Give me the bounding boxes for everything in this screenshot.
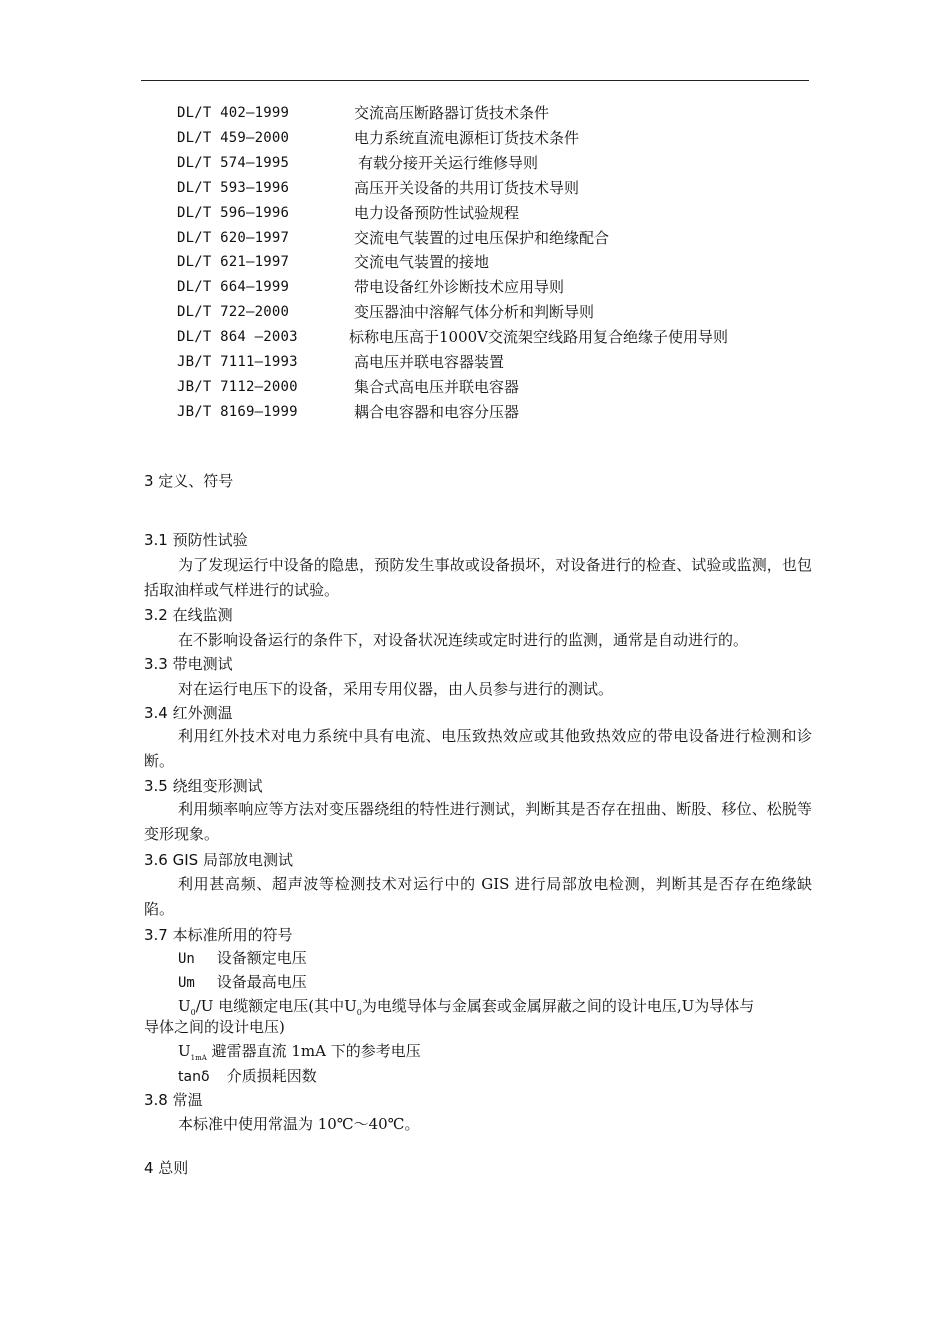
symbol-um-code: Um [178, 975, 195, 991]
symbol-um [178, 972, 307, 993]
reference-title: 变压器油中溶解气体分析和判断导则 [354, 303, 595, 322]
reference-title: 交流电气装置的过电压保护和绝缘配合 [354, 228, 610, 247]
symbol-u0u-u: U [178, 997, 191, 1015]
symbol-u0u-sub2: 0 [356, 1008, 362, 1017]
reference-code: DL/T 459—2000 [177, 129, 290, 146]
symbol-u0u-mid: /U 电缆额定电压(其中U [195, 997, 357, 1015]
section-3-6-title: 3.6 GIS 局部放电测试 [144, 851, 293, 869]
section-3-heading: 3 定义、符号 [144, 472, 234, 490]
reference-title: 高电压并联电容器装置 [354, 353, 505, 371]
section-3-2-text: 在不影响设备运行的条件下，对设备状况连续或定时进行的监测，通常是自动进行的。 [178, 631, 749, 649]
reference-title: 耦合电容器和电容分压器 [354, 402, 520, 421]
section-3-3-title: 3.3 带电测试 [144, 655, 233, 673]
reference-code: DL/T 402—1999 [177, 105, 290, 121]
section-3-4-text: 利用红外技术对电力系统中具有电流、电压致热效应或其他致热效应的带电设备进行检测和诊断。 [144, 727, 812, 770]
symbol-un-code: Un [178, 951, 195, 967]
reference-title: 电力系统直流电源柜订货技术条件 [354, 128, 580, 147]
section-3-1-title: 3.1 预防性试验 [144, 531, 248, 549]
section-3-5-title: 3.5 绕组变形测试 [144, 777, 263, 795]
section-3-2-title: 3.2 在线监测 [144, 606, 233, 624]
reference-code: DL/T 620—1997 [177, 229, 290, 246]
symbol-um-desc: 设备最高电压 [216, 973, 307, 991]
reference-title: 电力设备预防性试验规程 [354, 203, 520, 222]
symbol-u1ma-desc: 避雷器直流 1mA 下的参考电压 [211, 1042, 421, 1060]
symbol-un-desc: 设备额定电压 [216, 949, 307, 967]
symbol-u1ma-u: U [178, 1042, 191, 1060]
reference-code: JB/T 7112—2000 [177, 378, 298, 395]
reference-title: 标称电压高于1000V交流架空线路用复合绝缘子使用导则 [349, 328, 729, 347]
reference-code: DL/T 722—2000 [177, 304, 290, 321]
reference-title: 集合式高电压并联电容器 [354, 377, 520, 396]
reference-code: JB/T 7111—1993 [177, 354, 298, 370]
reference-code: DL/T 593—1996 [177, 179, 290, 196]
symbol-u0u-desc: 为电缆导体与金属套或金属屏蔽之间的设计电压,U为导体与 [361, 997, 755, 1015]
reference-code: DL/T 664—1999 [177, 279, 290, 296]
section-3-3-text: 对在运行电压下的设备，采用专用仪器，由人员参与进行的测试。 [178, 680, 614, 698]
symbol-u0u-sub: 0 [190, 1008, 196, 1017]
reference-title: 有载分接开关运行维修导则 [358, 153, 539, 172]
section-3-6-text: 利用甚高频、超声波等检测技术对运行中的 GIS 进行局部放电检测，判断其是否存在绝缘缺陷。 [144, 875, 812, 918]
reference-code: JB/T 8169—1999 [177, 403, 298, 420]
reference-title: 交流电气装置的接地 [354, 253, 490, 272]
symbol-tan [178, 1066, 317, 1087]
symbol-u0u-line2: 导体之间的设计电压) [144, 1018, 285, 1036]
symbol-tan-desc: 介质损耗因数 [226, 1067, 317, 1085]
section-3-5-text: 利用频率响应等方法对变压器绕组的特性进行测试，判断其是否存在扭曲、断股、移位、松脱等变形现象。 [144, 800, 812, 843]
section-3-1-text: 为了发现运行中设备的隐患，预防发生事故或设备损坏，对设备进行的检查、试验或监测，也包括取油样或气样进行的试验。 [144, 556, 812, 599]
reference-code: DL/T 864 —2003 [177, 329, 298, 346]
section-3-8-text: 本标准中使用常温为 10℃～40℃。 [178, 1115, 420, 1133]
section-3-7-title: 3.7 本标准所用的符号 [144, 926, 293, 944]
symbol-u1ma [178, 1041, 421, 1068]
reference-title: 带电设备红外诊断技术应用导则 [354, 278, 565, 297]
reference-title: 交流高压断路器订货技术条件 [354, 104, 550, 122]
reference-title: 高压开关设备的共用订货技术导则 [354, 178, 580, 197]
header-rule [141, 80, 809, 81]
section-3-8-title: 3.8 常温 [144, 1091, 203, 1109]
symbol-un [178, 948, 307, 969]
reference-code: DL/T 596—1996 [177, 204, 290, 221]
section-3-4-title: 3.4 红外测温 [144, 704, 233, 722]
symbol-u1ma-sub: 1mA [190, 1054, 207, 1062]
section-4-heading: 4 总则 [144, 1159, 189, 1177]
reference-code: DL/T 574—1995 [177, 154, 290, 171]
symbol-tan-code: tanδ [178, 1069, 210, 1085]
reference-code: DL/T 621—1997 [177, 254, 290, 271]
